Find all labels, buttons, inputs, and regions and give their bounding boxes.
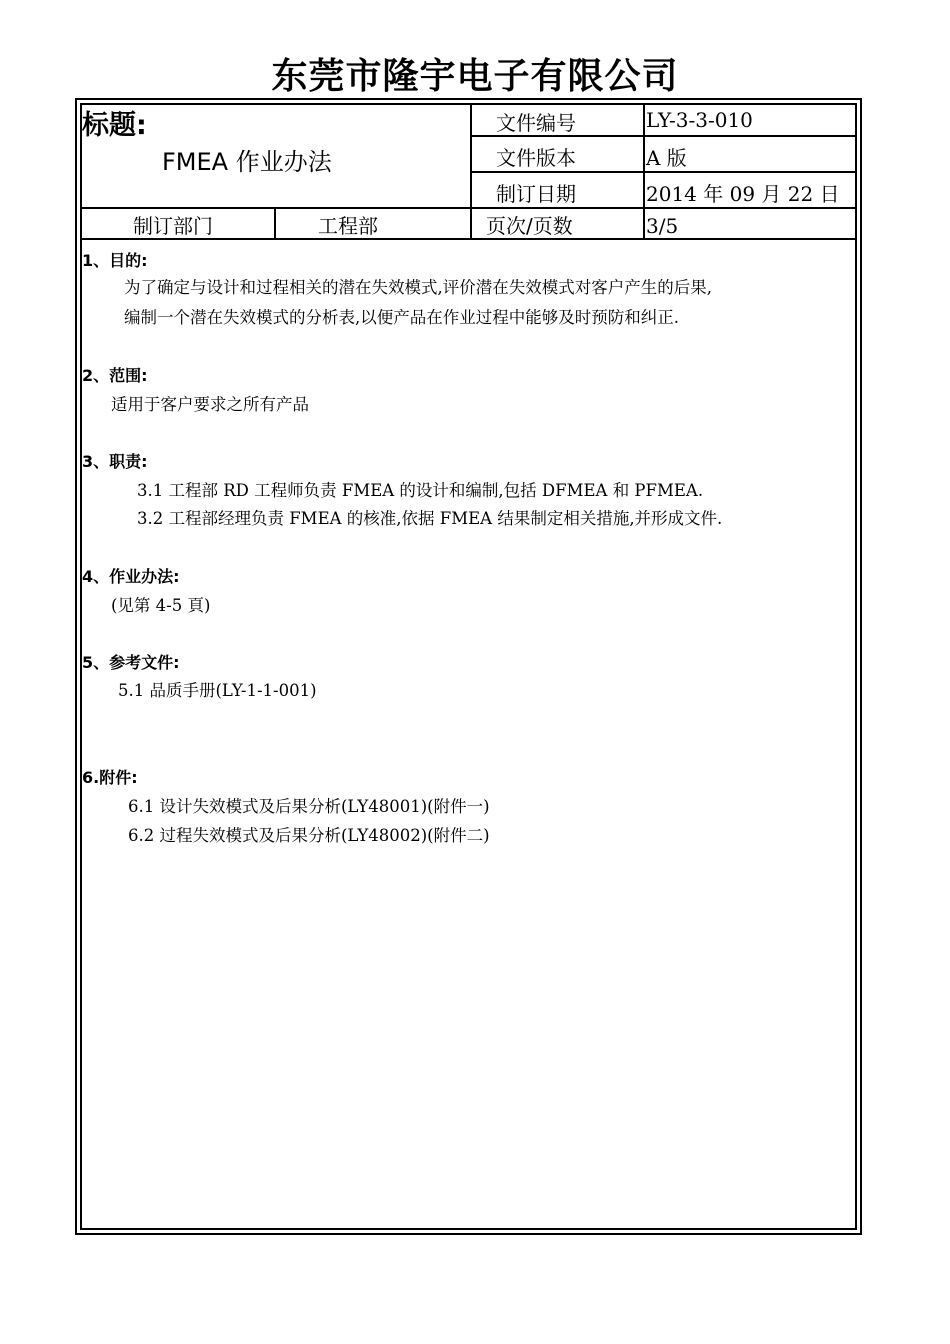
section-6-heading: 6.附件:: [82, 768, 138, 787]
page-count-value: 3/5: [646, 214, 679, 238]
title-label: 标题:: [82, 110, 147, 141]
dept-value: 工程部: [318, 214, 378, 238]
section-5-heading: 5、参考文件:: [82, 653, 180, 672]
section-2-heading: 2、范围:: [82, 366, 148, 385]
section-5-line-1: 5.1 品质手册(LY-1-1-001): [118, 681, 317, 700]
section-6-line-2: 6.2 过程失效模式及后果分析(LY48002)(附件二): [128, 826, 490, 845]
doc-no-label: 文件编号: [496, 111, 576, 135]
section-6-line-1: 6.1 设计失效模式及后果分析(LY48001)(附件一): [128, 797, 490, 816]
section-4-heading: 4、作业办法:: [82, 567, 180, 586]
company-name: 东莞市隆宇电子有限公司: [271, 56, 679, 97]
section-3-heading: 3、职责:: [82, 452, 148, 471]
version-label: 文件版本: [496, 146, 576, 170]
section-3-line-2: 3.2 工程部经理负责 FMEA 的核准,依据 FMEA 结果制定相关措施,并形成文件.: [137, 509, 723, 528]
date-label: 制订日期: [496, 182, 576, 206]
doc-no-value: LY-3-3-010: [646, 108, 753, 132]
document-frame-inner: [80, 103, 857, 1230]
section-1-line-1: 为了确定与设计和过程相关的潜在失效模式,评价潜在失效模式对客户产生的后果,: [124, 278, 712, 297]
dept-label: 制订部门: [133, 214, 213, 238]
page-title: FMEA 作业办法: [162, 148, 332, 176]
date-value: 2014 年 09 月 22 日: [646, 182, 840, 206]
section-3-line-1: 3.1 工程部 RD 工程师负责 FMEA 的设计和编制,包括 DFMEA 和 PFMEA.: [137, 481, 704, 500]
section-2-line-1: 适用于客户要求之所有产品: [111, 395, 309, 414]
section-4-line-1: (见第 4-5 頁): [111, 596, 211, 615]
version-value: A 版: [646, 146, 687, 170]
section-1-heading: 1、目的:: [82, 251, 148, 270]
section-1-line-2: 编制一个潜在失效模式的分析表,以便产品在作业过程中能够及时预防和纠正.: [124, 308, 679, 327]
header-divider-v3: [274, 207, 276, 240]
page-count-label: 页次/页数: [486, 214, 573, 238]
